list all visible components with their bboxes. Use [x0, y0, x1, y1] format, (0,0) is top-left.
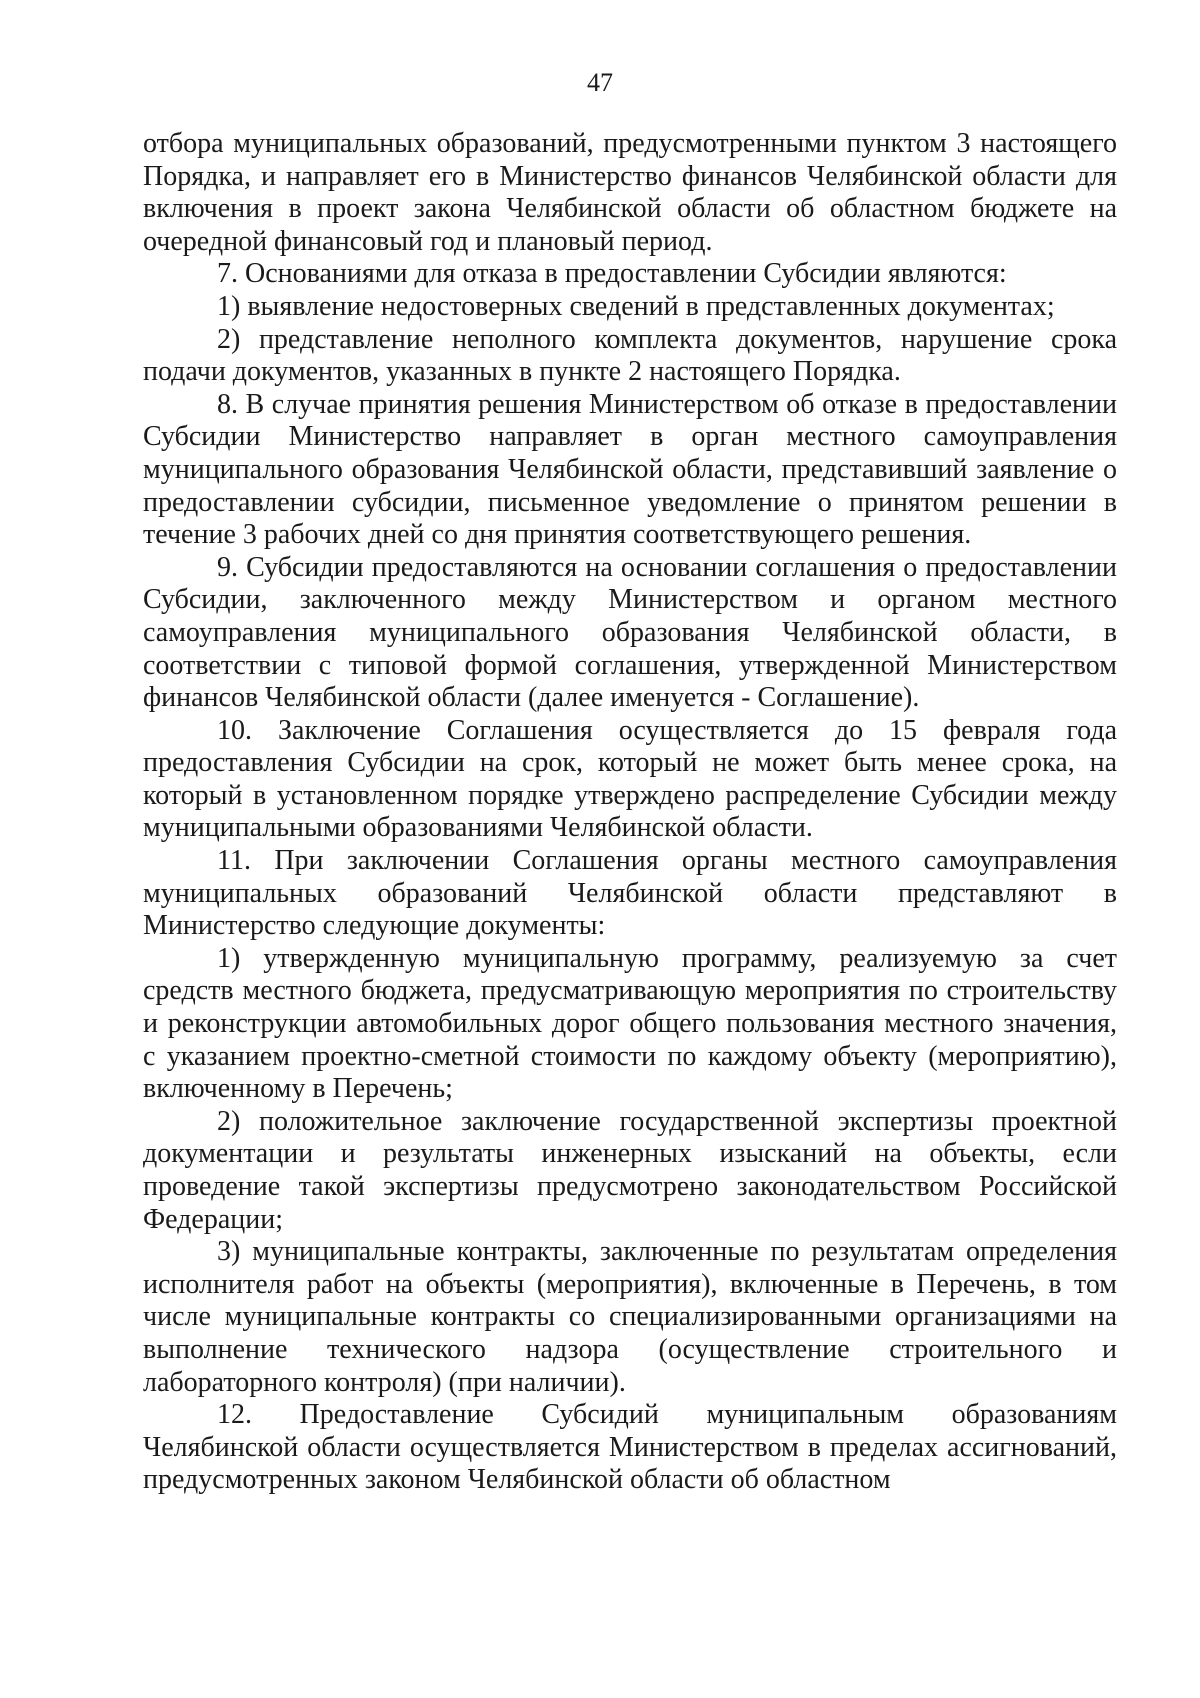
page-number: 47 — [587, 68, 613, 97]
paragraph-item-7-2: 2) представление неполного комплекта документов, нарушение срока подачи документов, указанных в пункте 2 настоящего Порядка. — [143, 323, 1117, 388]
paragraph-item-7-1: 1) выявление недостоверных сведений в представленных документах; — [217, 290, 1055, 322]
paragraph-item-8: 8. В случае принятия решения Министерством об отказе в предоставлении Субсидии Министерство направляет в орган местного самоуправления муниципального образования Челябинской области, представивший заявление о предоставлении субсидии, письменное уведомление о принятом решении в течение 3 рабочих дней со дня принятия соответствующего решения. — [143, 388, 1117, 551]
paragraph-item-12: 12. Предоставление Субсидий муниципальным образованиям Челябинской области осуществляется Министерством в пределах ассигнований, предусмотренных законом Челябинской области об областном — [143, 1399, 1117, 1496]
paragraph-continuation: отбора муниципальных образований, предусмотренными пунктом 3 настоящего Порядка, и направляет его в Министерство финансов Челябинской области для включения в проект закона Челябинской области об областном бюджете на очередной финансовый год и плановый период. — [143, 128, 1117, 257]
paragraph-item-11-3: 3) муниципальные контракты, заключенные по результатам определения исполнителя работ на объекты (мероприятия), включенные в Перечень, в том числе муниципальные контракты со специализированными организациями на выполнение технического надзора (осуществление строительного и лабораторного контроля) (при наличии). — [143, 1236, 1117, 1398]
paragraph-item-9: 9. Субсидии предоставляются на основании соглашения о предоставлении Субсидии, заключенного между Министерством и органом местного самоуправления муниципального образования Челябинской области, в соответствии с типовой формой соглашения, утвержденной Министерством финансов Челябинской области (далее именуется - Соглашение). — [143, 551, 1117, 714]
paragraph-item-11-1: 1) утвержденную муниципальную программу, реализуемую за счет средств местного бюджета, предусматривающую мероприятия по строительству и реконструкции автомобильных дорог общего пользования местного значения, с указанием проектно-сметной стоимости по каждому объекту (мероприятию), включенному в Перечень; — [143, 942, 1117, 1105]
paragraph-item-11: 11. При заключении Соглашения органы местного самоуправления муниципальных образований Челябинской области представляют в Министерство следующие документы: — [143, 845, 1117, 942]
document-body — [143, 128, 1117, 1497]
paragraph-item-11-2: 2) положительное заключение государственной экспертизы проектной документации и результаты инженерных изысканий на объекты, если проведение такой экспертизы предусмотрено законодательством Российской Федерации; — [143, 1105, 1117, 1235]
paragraph-item-7: 7. Основаниями для отказа в предоставлении Субсидии являются: — [217, 258, 1007, 290]
paragraph-item-10: 10. Заключение Соглашения осуществляется до 15 февраля года предоставления Субсидии на срок, который не может быть менее срока, на который в установленном порядке утверждено распределение Субсидии между муниципальными образованиями Челябинской области. — [143, 714, 1117, 844]
